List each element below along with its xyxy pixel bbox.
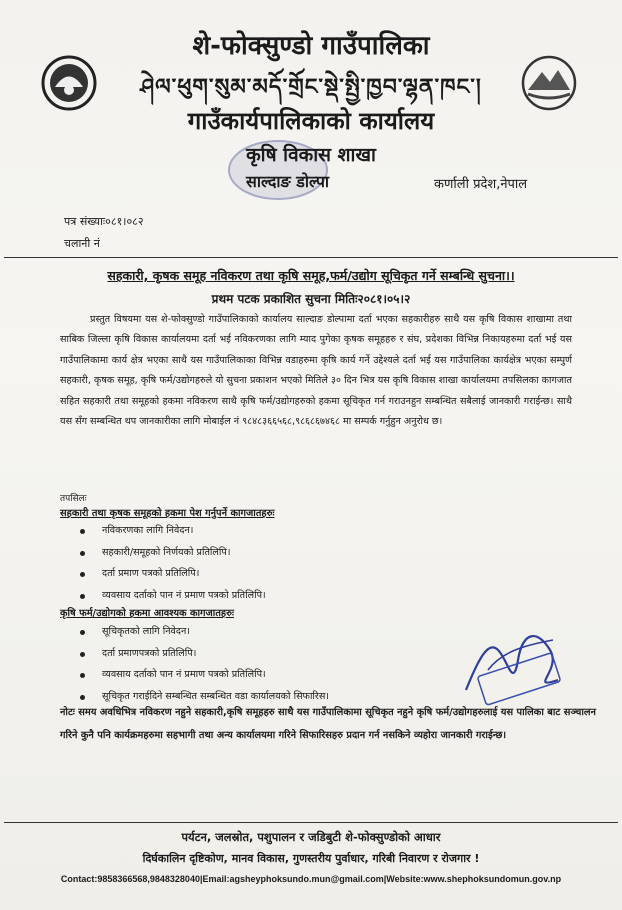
notice-subject: सहकारी, कृषक समूह नविकरण तथा कृषि समूह,फर्म/उद्योग सूचिकृत गर्ने सम्बन्धि सुचना।। <box>107 268 515 283</box>
office-location: साल्दाङ डोल्पा <box>246 172 330 191</box>
list-item: दर्ता प्रमाण पत्रको प्रतिलिपि। <box>78 563 266 585</box>
footer-divider <box>4 822 618 823</box>
reference-number: पत्र संख्याः०८१।०८२ <box>64 215 144 228</box>
org-name-tibetan: ཤེལ་ཕུག་སུམ་མདོ་གྲོང་སྡེ་སྤྱི་ཁྱབ་ལྷན་ཁང་། <box>140 75 482 100</box>
branch-name: कृषि विकास शाखा <box>246 144 376 166</box>
section-coop-list <box>78 520 266 606</box>
publication-date: प्रथम पटक प्रकाशित सुचना मितिः२०८१।०५।२ <box>211 292 411 306</box>
footer-motto-primary: पर्यटन, जलस्रोत, पशुपालन र जडिबुटी शे-फोक्सुण्डोको आधार <box>181 830 441 844</box>
section-firm-heading: कृषि फर्म/उद्योगको हकमा आवश्यक कागजातहरुः <box>60 608 234 619</box>
tapasil-label: तपसिलः <box>60 494 87 504</box>
list-item: व्यवसाय दर्ताको पान नं प्रमाण पत्रको प्रतिलिपि। <box>78 585 266 607</box>
org-name: शे-फोक्सुण्डो गाउँपालिका <box>192 31 430 61</box>
list-item: व्यवसाय दर्ताको पान नं प्रमाण पत्रको प्रतिलिपि। <box>78 664 329 686</box>
list-item: सूचिकृतको लागि निवेदन। <box>78 621 329 643</box>
section-coop-heading: सहकारी तथा कृषक समूहको हकमा पेश गर्नुपर्ने कागजातहरुः <box>60 508 275 519</box>
notice-body: प्रस्तुत विषयमा यस शे-फोक्सुण्डो गाउँपालिकाको कार्यालय साल्दाङ डोल्पामा दर्ता भएका सहकारीहरु साथै यस कृषि विकास शाखामा तथा साबिक जिल्ला कृषि विकास कार्यालयमा दर्ता भई नविकरणका लागि म्याद पुगेका कृषक समूहहरु र संघ, प्रदेशका विभिन्न निकायहरुमा दर्ता भई यस गाउँपालिकामा कार्य क्षेत्र भएका साथै यस गाउँपालिकाका विभिन्न वडाहरुमा कृषि कार्य गर्ने उद्देश्यले दर्ता भई यस गाउँपालिका कार्यक्षेत्र भएका सम्पुर्ण सहकारी, कृषक समूह, कृषि फर्म/उद्योगहरुले यो सुचना प्रकाशन भएको मितिले ३० दिन भित्र यस कृषि विकास शाखा कार्यालयमा तपसिलका कागजात सहित सहकारी तथा समूहको हकमा नविकरण साथै कृषि फर्म/उद्योगहरुको हकमा सूचिकृत गर्न गराउनहुन सम्बन्धित सबैलाई जानकारी गराईन्छ। साथै यस सँग सम्बन्धित थप जानकारीका लागि मोबाईल नं ९८४८३६६५६८,९८६८६७४६८ मा सम्पर्क गर्नुहुन अनुरोध छ। <box>60 314 572 428</box>
list-item: नविकरणका लागि निवेदन। <box>78 520 266 542</box>
footer-motto-secondary: दिर्घकालिन दृष्टिकोण, मानव विकास, गुणस्तरीय पुर्वाधार, गरिबी निवारण र रोजगार ! <box>142 852 480 865</box>
province-label: कर्णाली प्रदेश,नेपाल <box>434 177 528 192</box>
dispatch-number: चलानी नं <box>64 237 100 250</box>
section-firm-list <box>78 621 329 707</box>
list-item: सूचिकृत गराईदिने सम्बन्धित सम्बन्धित वडा कार्यालयको सिफारिस। <box>78 686 329 708</box>
footer-contact: Contact:9858366568,9848328040|Email:agsheyphoksundo.mun@gmail.com|Website:www.shephoksundomun.gov.np <box>60 874 562 884</box>
office-name: गाउँकार्यपालिकाको कार्यालय <box>187 107 435 135</box>
list-item: सहकारी/समूहको निर्णयको प्रतिलिपि। <box>78 542 266 564</box>
list-item: दर्ता प्रमाणपत्रको प्रतिलिपि। <box>78 643 329 665</box>
signature-stamp <box>458 620 566 706</box>
header-divider <box>4 257 618 258</box>
notice-note: नोटः समय अवधिभित्र नविकरण नहुने सहकारी,कृषि समूहहरु साथै यस गाउँपालिकामा सूचिकृत नहुने कृषि फर्म/उद्योगहरुलाई यस पालिका बाट सञ्चालन गरिने कुनै पनि कार्यक्रमहरुमा सहभागी तथा अन्य कार्यालयमा गरिने सिफारिसहरु प्रदान गर्न नसकिने व्यहोरा जानकारी गराईन्छ। <box>60 707 596 741</box>
